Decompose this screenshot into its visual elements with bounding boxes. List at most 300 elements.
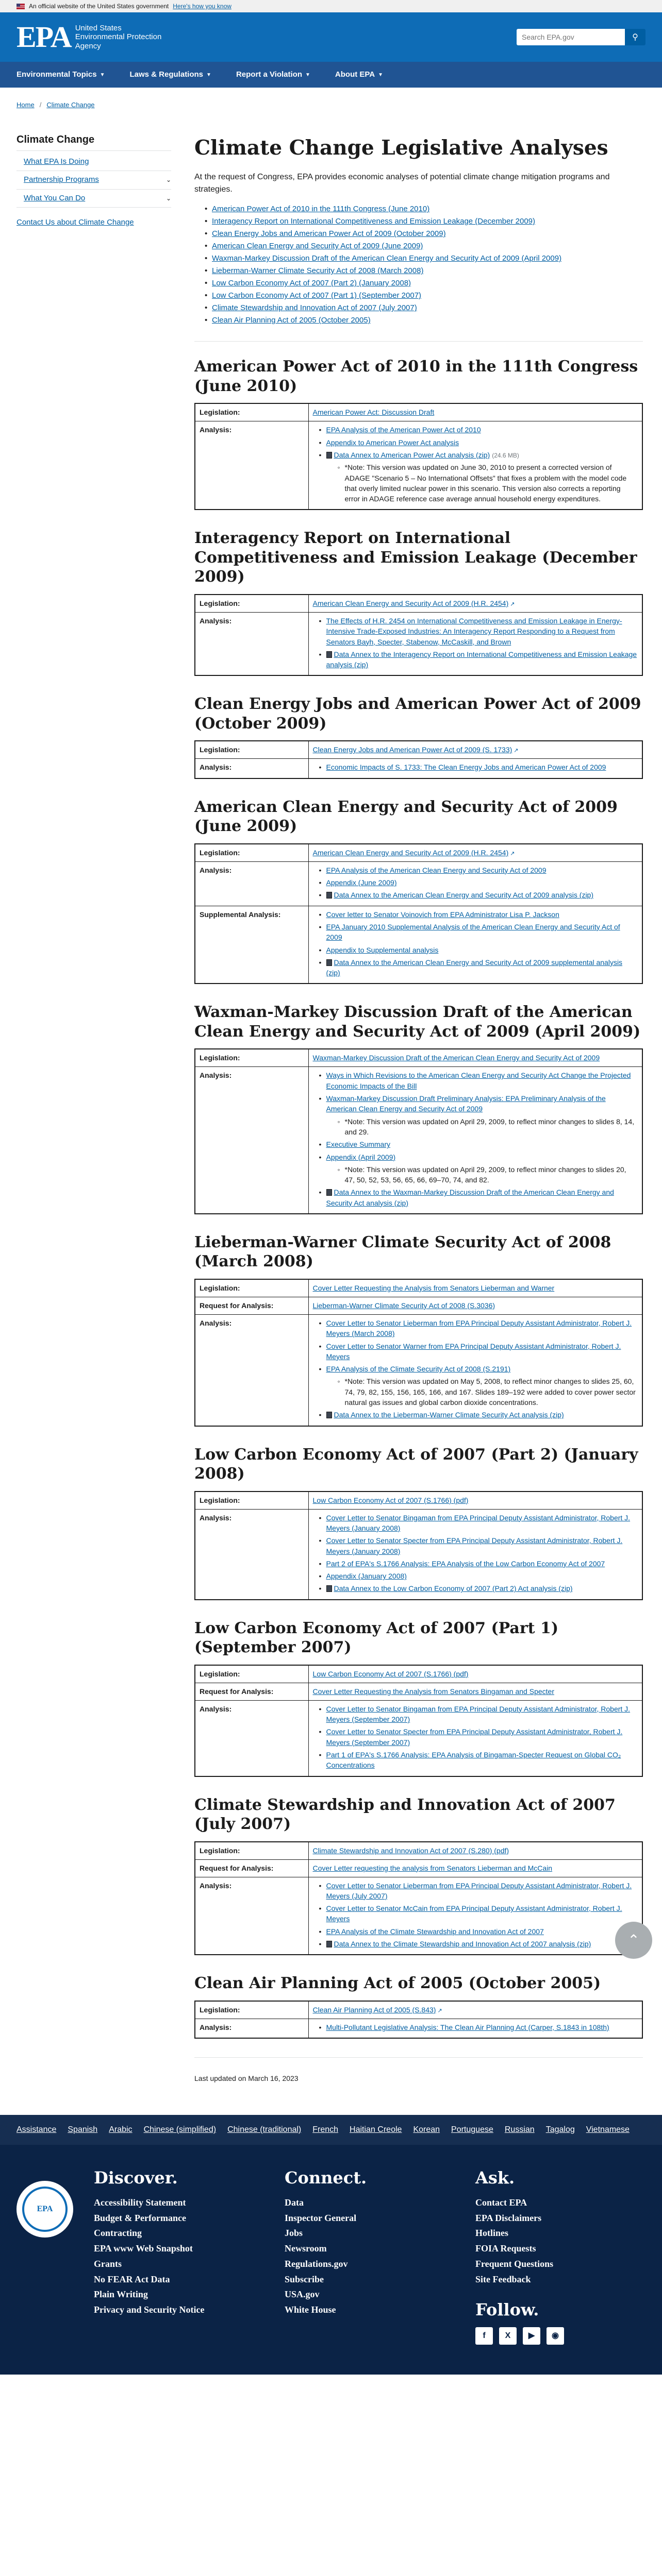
nav-laws-regulations[interactable] — [130, 69, 211, 81]
search-input[interactable] — [517, 29, 625, 45]
row-value — [308, 1700, 642, 1776]
row-label: Analysis: — [195, 1700, 308, 1776]
chevron-down-icon[interactable]: ⌄ — [166, 176, 171, 184]
footer-ask — [475, 2165, 646, 2344]
analysis-link[interactable]: Waxman-Markey Discussion Draft Preliminary Analysis: EPA Preliminary Analysis of the American Clean Energy and Security Act of 2009 — [326, 1094, 606, 1113]
analysis-link[interactable]: Part 1 of EPA's S.1766 Analysis: EPA Analysis of Bingaman-Specter Request on Global CO₂ Concentrations — [326, 1750, 621, 1770]
section-title: Interagency Report on International Competitiveness and Emission Leakage (December 2009) — [194, 529, 637, 586]
footer-link[interactable]: USA.gov — [285, 2289, 320, 2300]
search-form — [517, 29, 646, 45]
nav-about-epa[interactable] — [335, 69, 383, 81]
toc-link[interactable]: American Clean Energy and Security Act of 2009 (June 2009) — [212, 242, 423, 251]
sidebar — [16, 132, 171, 2115]
list-item — [319, 1558, 638, 1569]
analysis-link[interactable]: Data Annex to American Power Act analysis (zip) — [334, 450, 490, 459]
legislation-table — [194, 403, 643, 510]
sidebar-item-what-you-can-do[interactable] — [16, 190, 171, 208]
table-row — [195, 844, 642, 862]
analysis-link[interactable]: Ways in Which Revisions to the American Clean Energy and Security Act Change the Projected Economic Impacts of the Bill — [326, 1071, 631, 1090]
analysis-link[interactable]: EPA Analysis of the Climate Security Act of 2008 (S.2191) — [326, 1365, 511, 1374]
row-value — [308, 1279, 642, 1297]
footer-item — [94, 2226, 264, 2241]
section-lieberman-warner — [194, 1233, 643, 1427]
sidebar-item-label[interactable]: Partnership Programs — [24, 175, 99, 184]
analysis-link[interactable]: Cover Letter to Senator McCain from EPA Principal Deputy Assistant Administrator, Robert J. Meyers — [326, 1904, 622, 1923]
zip-file-icon — [326, 452, 332, 459]
language-link[interactable]: Haitian Creole — [350, 2125, 402, 2134]
analysis-link[interactable]: EPA Analysis of the Climate Stewardship and Innovation Act of 2007 — [326, 1927, 544, 1936]
section-interagency-report — [194, 529, 643, 676]
analysis-link[interactable]: Appendix (June 2009) — [326, 878, 397, 887]
analysis-link[interactable]: Multi-Pollutant Legislative Analysis: The Clean Air Planning Act (Carper, S.1843 in 108th) — [326, 2023, 609, 2031]
request-link[interactable]: Cover Letter requesting the analysis from Senators Lieberman and McCain — [312, 1863, 553, 1872]
gov-banner-text: An official website of the United States government — [29, 3, 169, 10]
footer-link[interactable]: Inspector General — [285, 2212, 357, 2223]
search-button[interactable] — [625, 29, 646, 45]
section-climate-stewardship — [194, 1795, 643, 1956]
analysis-link[interactable]: Appendix (January 2008) — [326, 1572, 407, 1581]
request-link[interactable]: Cover Letter Requesting the Analysis from Senators Bingaman and Specter — [312, 1687, 554, 1696]
analysis-link[interactable]: Data Annex to the American Clean Energy and Security Act of 2009 analysis (zip) — [334, 891, 594, 900]
list-item — [319, 1926, 638, 1937]
footer-item — [475, 2195, 646, 2211]
sidebar-item-partnership-programs[interactable] — [16, 171, 171, 190]
external-link-icon: ↗ — [437, 2007, 442, 2014]
toc-link[interactable]: American Power Act of 2010 in the 111th Congress (June 2010) — [212, 205, 430, 214]
analysis-link[interactable]: Appendix (April 2009) — [326, 1153, 396, 1161]
analysis-link[interactable]: Cover Letter to Senator Bingaman from EPA Principal Deputy Assistant Administrator, Robert J. Meyers (January 2008) — [326, 1513, 631, 1532]
row-label: Analysis: — [195, 1509, 308, 1600]
language-link[interactable]: Portuguese — [451, 2125, 493, 2134]
list-item — [319, 1513, 638, 1534]
analysis-link[interactable]: EPA January 2010 Supplemental Analysis of the American Clean Energy and Security Act of 2009 — [326, 922, 620, 942]
intro-text: At the request of Congress, EPA provides economic analyses of potential climate change mitigation programs and strategies. — [194, 173, 610, 194]
zip-file-icon — [326, 1585, 332, 1592]
legislation-link[interactable]: American Clean Energy and Security Act of 2009 (H.R. 2454) — [312, 848, 509, 857]
section-title: Climate Stewardship and Innovation Act of 2007 (July 2007) — [194, 1795, 616, 1834]
table-row — [195, 861, 642, 906]
toc-item — [205, 277, 643, 290]
agency-line-2: Environmental Protection — [75, 32, 162, 42]
list-item — [319, 957, 638, 978]
row-label: Legislation: — [195, 1665, 308, 1683]
breadcrumb-climate-change[interactable]: Climate Change — [46, 101, 95, 109]
analysis-link[interactable]: Cover Letter to Senator Specter from EPA Principal Deputy Assistant Administrator, Robert J. Meyers (January 2008) — [326, 1536, 623, 1555]
sidebar-item-label[interactable]: What You Can Do — [24, 193, 86, 202]
table-row — [195, 1859, 642, 1877]
nav-label: Environmental Topics — [16, 70, 97, 79]
legislation-table — [194, 2001, 643, 2039]
nav-label: Report a Violation — [236, 70, 303, 79]
row-value — [308, 1859, 642, 1877]
analysis-link[interactable]: Appendix to Supplemental analysis — [326, 945, 439, 954]
footer-item — [94, 2195, 264, 2211]
youtube-icon[interactable]: ▶ — [523, 2327, 540, 2345]
footer-item — [475, 2211, 646, 2226]
footer-item — [285, 2195, 455, 2211]
list-item — [319, 909, 638, 920]
chevron-down-icon: ▼ — [378, 72, 384, 78]
row-value — [308, 759, 642, 778]
footer-link[interactable]: Contracting — [94, 2228, 142, 2239]
list-item — [319, 1903, 638, 1924]
chevron-down-icon: ▼ — [305, 72, 310, 78]
table-row — [195, 2019, 642, 2038]
analysis-link[interactable]: Cover letter to Senator Voinovich from EPA Administrator Lisa P. Jackson — [326, 910, 559, 919]
contact-us-link[interactable]: Contact Us about Climate Change — [16, 218, 134, 227]
table-row — [195, 1509, 642, 1600]
list-item — [319, 450, 638, 504]
breadcrumb-separator: / — [39, 101, 42, 109]
table-row — [195, 403, 642, 421]
page-layout — [0, 110, 662, 2115]
footer-link[interactable]: Jobs — [285, 2228, 303, 2239]
legislation-link[interactable]: Waxman-Markey Discussion Draft of the American Clean Energy and Security Act of 2009 — [312, 1054, 600, 1062]
language-link[interactable]: Assistance — [16, 2125, 57, 2134]
legislation-link[interactable]: American Clean Energy and Security Act of 2009 (H.R. 2454) — [312, 599, 509, 607]
section-title: Lieberman-Warner Climate Security Act of 2008 (March 2008) — [194, 1233, 611, 1271]
row-value — [308, 1509, 642, 1600]
list-item — [319, 1726, 638, 1748]
epa-logo[interactable] — [16, 22, 161, 52]
analysis-link[interactable]: Economic Impacts of S. 1733: The Clean Energy Jobs and American Power Act of 2009 — [326, 763, 606, 772]
list-item — [319, 1583, 638, 1594]
list-item — [319, 649, 638, 670]
table-row — [195, 1700, 642, 1776]
language-link[interactable]: Vietnamese — [586, 2125, 630, 2134]
table-row — [195, 1297, 642, 1314]
analysis-link[interactable]: Cover Letter to Senator Lieberman from EPA Principal Deputy Assistant Administrator, Robert J. Meyers (July 2007) — [326, 1881, 632, 1900]
agency-line-3: Agency — [75, 41, 101, 50]
analysis-link[interactable]: Data Annex to the American Clean Energy and Security Act of 2009 supplemental analysis (zip) — [326, 958, 623, 977]
site-header — [0, 12, 662, 62]
footer-item — [285, 2211, 455, 2226]
agency-line-1: United States — [75, 24, 122, 33]
toc-link[interactable]: Low Carbon Economy Act of 2007 (Part 1) (September 2007) — [212, 291, 422, 300]
external-link-icon: ↗ — [514, 748, 519, 754]
row-value — [308, 1877, 642, 1955]
list-item — [319, 865, 638, 875]
list-item — [319, 2022, 638, 2032]
footer-item — [285, 2257, 455, 2272]
legislation-link[interactable]: American Power Act: Discussion Draft — [312, 408, 435, 417]
footer-heading: Discover. — [94, 2168, 178, 2188]
footer-link[interactable]: EPA Disclaimers — [475, 2212, 542, 2223]
footer-link[interactable]: Subscribe — [285, 2274, 324, 2284]
analysis-link[interactable]: Cover Letter to Senator Bingaman from EPA Principal Deputy Assistant Administrator, Robert J. Meyers (September 2007) — [326, 1704, 631, 1724]
nav-environmental-topics[interactable] — [16, 69, 105, 81]
analysis-link[interactable]: Appendix to American Power Act analysis — [326, 438, 459, 447]
analysis-link[interactable]: EPA Analysis of the American Power Act of 2010 — [326, 426, 481, 434]
divider — [194, 2057, 643, 2058]
main-content — [194, 132, 643, 2115]
toc-link[interactable]: Interagency Report on International Competitiveness and Emission Leakage (December 2009) — [212, 217, 536, 226]
list-item — [319, 1535, 638, 1556]
legislation-table — [194, 1279, 643, 1427]
list-item — [319, 1139, 638, 1149]
note-item: ◦ *Note: This version was updated on April 29, 2009, to reflect minor changes to slides 8, 14, and 29. — [338, 1116, 638, 1138]
footer-item — [475, 2257, 646, 2272]
row-value — [308, 1049, 642, 1067]
language-link[interactable]: French — [312, 2125, 339, 2134]
sidebar-title: Climate Change — [16, 132, 171, 151]
row-value — [308, 906, 642, 984]
toc-item — [205, 265, 643, 277]
nav-report-violation[interactable] — [236, 69, 310, 81]
divider — [194, 341, 643, 342]
row-value — [308, 2001, 642, 2019]
list-item — [319, 1093, 638, 1137]
legislation-table — [194, 1048, 643, 1214]
footer-heading: Connect. — [285, 2168, 367, 2188]
footer-link[interactable]: Privacy and Security Notice — [94, 2304, 205, 2315]
table-row — [195, 2001, 642, 2019]
footer-link[interactable]: Newsroom — [285, 2243, 327, 2254]
table-row — [195, 421, 642, 510]
row-value — [308, 421, 642, 510]
list-item — [319, 1704, 638, 1725]
row-label: Legislation: — [195, 2001, 308, 2019]
footer-link[interactable]: Frequent Questions — [475, 2258, 554, 2269]
table-row — [195, 1492, 642, 1510]
analysis-link[interactable]: Data Annex to the Climate Stewardship and Innovation Act of 2007 analysis (zip) — [334, 1940, 591, 1948]
section-clean-air-planning — [194, 1974, 643, 2039]
list-item — [319, 1341, 638, 1362]
note-item: ◦ *Note: This version was updated on April 29, 2009, to reflect minor changes to slides 20, 47, 50, 52, 53, 56, 65, 66, 69–70, 74, and 82. — [338, 1164, 638, 1185]
toc-link[interactable]: Waxman-Markey Discussion Draft of the American Clean Energy and Security Act of 2009 (April 2009) — [212, 254, 562, 263]
legislation-link[interactable]: Low Carbon Economy Act of 2007 (S.1766) (pdf) — [312, 1669, 469, 1678]
footer-item — [285, 2287, 455, 2302]
toc-link[interactable]: Climate Stewardship and Innovation Act of 2007 (July 2007) — [212, 303, 417, 313]
row-value — [308, 612, 642, 675]
language-link[interactable]: Spanish — [68, 2125, 98, 2134]
toc-link[interactable]: Lieberman-Warner Climate Security Act of 2008 (March 2008) — [212, 266, 424, 276]
language-link[interactable]: Arabic — [109, 2125, 133, 2134]
row-value — [308, 844, 642, 862]
footer-link[interactable]: No FEAR Act Data — [94, 2274, 170, 2284]
zip-file-icon — [326, 1941, 332, 1947]
legislation-link[interactable]: Clean Air Planning Act of 2005 (S.843) — [312, 2005, 436, 2014]
footer-heading: Ask. — [475, 2168, 515, 2188]
note-item: ◦ *Note: This version was updated on May 5, 2008, to reflect minor changes to slides 25, 60, 74, 79, 82, 155, 156, 165, 166, and 167. Slides 189–192 were added to cover power sector natural gas issues and global carbon dioxide concentrations. — [338, 1376, 638, 1408]
legislation-link[interactable]: Climate Stewardship and Innovation Act of 2007 (S.280) (pdf) — [312, 1846, 509, 1855]
footer-link[interactable]: Site Feedback — [475, 2274, 531, 2284]
footer-link[interactable]: Regulations.gov — [285, 2258, 348, 2269]
row-label: Analysis: — [195, 2019, 308, 2038]
list-item — [319, 762, 638, 772]
legislation-table — [194, 740, 643, 778]
list-item — [319, 922, 638, 943]
toc-item — [205, 252, 643, 265]
section-title: Low Carbon Economy Act of 2007 (Part 1) (September 2007) — [194, 1619, 559, 1657]
list-item — [319, 1939, 638, 1949]
row-value — [308, 1297, 642, 1314]
row-value — [308, 861, 642, 906]
footer-link[interactable]: Grants — [94, 2258, 122, 2269]
main-nav — [0, 62, 662, 88]
toc-link[interactable]: Low Carbon Economy Act of 2007 (Part 2) (January 2008) — [212, 279, 411, 288]
footer-item — [475, 2226, 646, 2241]
legislation-link[interactable]: Clean Energy Jobs and American Power Act of 2009 (S. 1733) — [312, 745, 512, 754]
list-item — [319, 1410, 638, 1420]
row-label: Request for Analysis: — [195, 1859, 308, 1877]
x-icon[interactable]: X — [499, 2327, 517, 2345]
us-flag-icon — [16, 4, 25, 9]
list-item — [319, 616, 638, 647]
epa-logo-mark: EPA — [16, 20, 71, 54]
analysis-link[interactable]: Cover Letter to Senator Lieberman from EPA Principal Deputy Assistant Administrator, Robert J. Meyers (March 2008) — [326, 1318, 632, 1338]
external-link-icon: ↗ — [510, 850, 515, 857]
language-link[interactable]: Russian — [504, 2125, 535, 2134]
footer-item — [94, 2211, 264, 2226]
footer-item — [94, 2302, 264, 2318]
chevron-down-icon[interactable]: ⌄ — [166, 194, 171, 202]
list-item — [319, 877, 638, 888]
toc-item — [205, 302, 643, 314]
section-clean-energy-jobs — [194, 694, 643, 778]
row-label: Legislation: — [195, 595, 308, 613]
table-row — [195, 1049, 642, 1067]
footer-link[interactable]: White House — [285, 2304, 336, 2315]
list-item — [319, 1070, 638, 1091]
zip-file-icon — [326, 892, 332, 899]
sidebar-item-label[interactable]: What EPA Is Doing — [24, 157, 89, 166]
analysis-link[interactable]: Part 2 of EPA's S.1766 Analysis: EPA Analysis of the Low Carbon Economy Act of 2007 — [326, 1559, 605, 1568]
page-title: Climate Change Legislative Analyses — [194, 135, 608, 160]
epa-seal-inner: EPA — [22, 2187, 68, 2232]
section-low-carbon-part2 — [194, 1445, 643, 1600]
row-label: Legislation: — [195, 844, 308, 862]
row-label: Analysis: — [195, 612, 308, 675]
analysis-link[interactable]: Cover Letter to Senator Warner from EPA Principal Deputy Assistant Administrator, Robert J. Meyers — [326, 1342, 621, 1361]
section-title: American Clean Energy and Security Act of 2009 (June 2009) — [194, 798, 618, 836]
agency-name — [75, 24, 162, 50]
language-link[interactable]: Chinese (traditional) — [227, 2125, 302, 2134]
analysis-link[interactable]: Executive Summary — [326, 1140, 390, 1149]
footer-item — [285, 2272, 455, 2287]
footer-link[interactable]: EPA www Web Snapshot — [94, 2243, 193, 2254]
row-value — [308, 403, 642, 421]
language-link[interactable]: Chinese (simplified) — [143, 2125, 217, 2134]
row-label: Request for Analysis: — [195, 1297, 308, 1314]
zip-file-icon — [326, 1412, 332, 1418]
table-of-contents — [205, 203, 643, 327]
footer-item — [475, 2272, 646, 2287]
toc-item — [205, 203, 643, 215]
list-item — [319, 425, 638, 435]
toc-link[interactable]: Clean Energy Jobs and American Power Act of 2009 (October 2009) — [212, 229, 446, 239]
footer-item — [475, 2241, 646, 2257]
footer-link[interactable]: Budget & Performance — [94, 2212, 186, 2223]
chevron-up-icon: ⌃ — [627, 1932, 640, 1948]
row-label: Analysis: — [195, 421, 308, 510]
language-link[interactable]: Tagalog — [545, 2125, 575, 2134]
toc-item — [205, 314, 643, 327]
toc-link[interactable]: Clean Air Planning Act of 2005 (October 2005) — [212, 316, 371, 325]
facebook-icon[interactable]: f — [475, 2327, 493, 2345]
row-value — [308, 741, 642, 759]
language-link[interactable]: Korean — [413, 2125, 440, 2134]
table-row — [195, 1067, 642, 1214]
footer-item — [285, 2302, 455, 2318]
section-low-carbon-part1 — [194, 1619, 643, 1777]
how-you-know-link[interactable]: Here's how you know — [173, 3, 231, 10]
section-title: Low Carbon Economy Act of 2007 (Part 2) (January 2008) — [194, 1445, 638, 1483]
table-row — [195, 906, 642, 984]
row-label: Legislation: — [195, 741, 308, 759]
table-row — [195, 759, 642, 778]
legislation-table — [194, 1491, 643, 1600]
list-item — [319, 1187, 638, 1208]
footer-discover — [94, 2165, 264, 2344]
note-item: ◦ *Note: This version was updated on June 30, 2010 to present a corrected version of ADAGE "Scenario 5 – No International Offsets" that fixes a problem with the model code that overly limited nuclear power in this scenario. This version also corrects a reporting error in ADAGE reference case average annual household energy expenditures. — [338, 462, 638, 504]
footer-connect — [285, 2165, 455, 2344]
sidebar-item-what-epa-is-doing[interactable] — [16, 153, 171, 172]
footer-item — [94, 2257, 264, 2272]
search-icon: ⚲ — [632, 33, 638, 42]
analysis-link[interactable]: The Effects of H.R. 2454 on International Competitiveness and Emission Leakage in Energy-Intensive Trade-Exposed Industries: An Interagency Report Responding to a Request from Senators Bayh, Specter, Stabenow, McCaskill, and Brown — [326, 616, 622, 646]
analysis-link[interactable]: Data Annex to the Lieberman-Warner Climate Security Act analysis (zip) — [334, 1411, 564, 1419]
section-title: Clean Energy Jobs and American Power Act of 2009 (October 2009) — [194, 695, 641, 733]
footer-heading: Follow. — [475, 2300, 539, 2320]
section-title: Waxman-Markey Discussion Draft of the American Clean Energy and Security Act of 2009 (April 2009) — [194, 1003, 641, 1041]
row-value — [308, 1067, 642, 1214]
row-value — [308, 1665, 642, 1683]
analysis-link[interactable]: Data Annex to the Low Carbon Economy of 2007 (Part 2) Act analysis (zip) — [334, 1584, 573, 1593]
toc-item — [205, 228, 643, 240]
row-value — [308, 2019, 642, 2038]
nav-label: Laws & Regulations — [129, 70, 204, 79]
language-bar — [0, 2115, 662, 2145]
footer-link[interactable]: Contact EPA — [475, 2197, 527, 2208]
footer-link[interactable]: Hotlines — [475, 2228, 509, 2239]
list-item — [319, 890, 638, 900]
row-label: Legislation: — [195, 403, 308, 421]
footer-link[interactable]: Accessibility Statement — [94, 2197, 186, 2208]
legislation-table — [194, 1841, 643, 1956]
table-row — [195, 1877, 642, 1955]
toc-item — [205, 215, 643, 228]
row-label: Analysis: — [195, 1314, 308, 1426]
back-to-top-button[interactable] — [615, 1922, 652, 1959]
legislation-link[interactable]: Low Carbon Economy Act of 2007 (S.1766) (pdf) — [312, 1496, 469, 1504]
zip-file-icon — [326, 1189, 332, 1196]
analysis-link[interactable]: Cover Letter to Senator Specter from EPA Principal Deputy Assistant Administrator, Robert J. Meyers (September 2007) — [326, 1727, 623, 1747]
list-item — [319, 1571, 638, 1581]
list-item — [319, 1750, 638, 1771]
footer-link[interactable]: FOIA Requests — [475, 2243, 536, 2254]
list-item — [319, 1152, 638, 1185]
analysis-link[interactable]: EPA Analysis of the American Clean Energy and Security Act of 2009 — [326, 866, 547, 874]
toc-item — [205, 240, 643, 252]
legislation-link[interactable]: Cover Letter Requesting the Analysis from Senators Lieberman and Warner — [312, 1283, 555, 1292]
breadcrumb-home[interactable]: Home — [16, 101, 35, 109]
external-link-icon: ↗ — [510, 601, 515, 607]
file-size: (24.6 MB) — [492, 451, 519, 459]
footer-link[interactable]: Plain Writing — [94, 2289, 148, 2300]
analysis-link[interactable]: Data Annex to the Interagency Report on International Competitiveness and Emission Leakage analysis (zip) — [326, 650, 637, 669]
row-label: Analysis: — [195, 1877, 308, 1955]
footer-link[interactable]: Data — [285, 2197, 304, 2208]
request-link[interactable]: Lieberman-Warner Climate Security Act of 2008 (S.3036) — [312, 1301, 495, 1310]
gov-banner — [0, 0, 662, 12]
breadcrumb — [0, 88, 662, 110]
chevron-down-icon: ▼ — [100, 72, 105, 78]
row-label: Supplemental Analysis: — [195, 906, 308, 984]
footer-item — [285, 2241, 455, 2257]
instagram-icon[interactable]: ◉ — [547, 2327, 564, 2345]
analysis-link[interactable]: Data Annex to the Waxman-Markey Discussion Draft of the American Clean Energy and Security Act analysis (zip) — [326, 1188, 614, 1207]
